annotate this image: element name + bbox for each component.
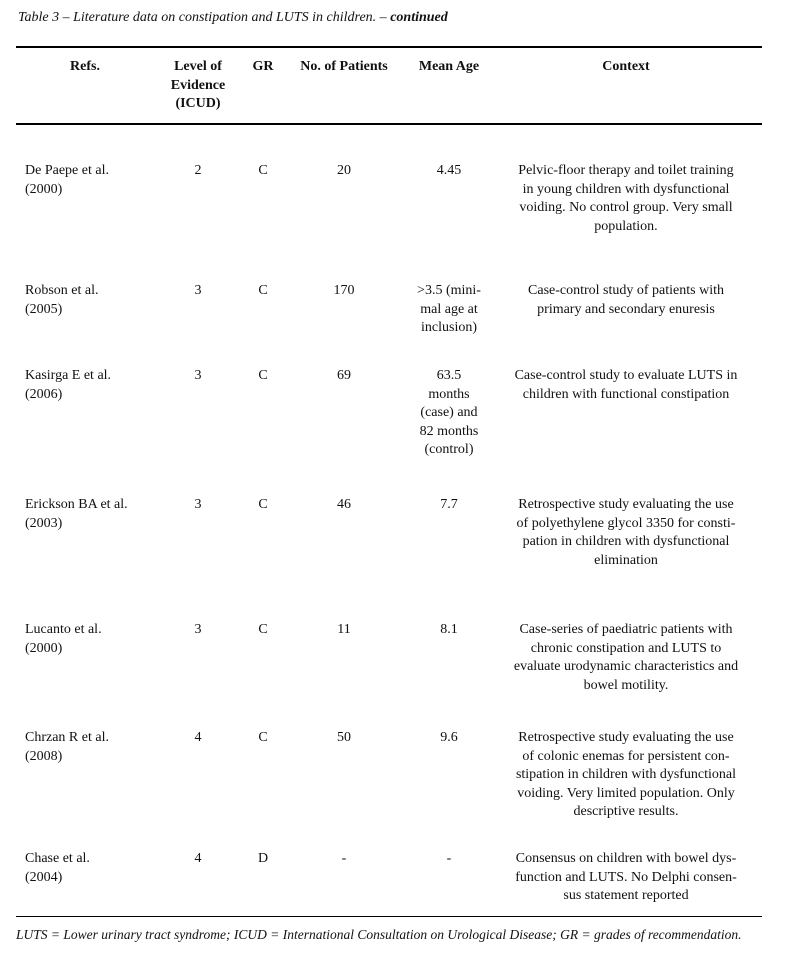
- cell-context: Retrospective study evaluating the use of polyethylene glycol 3350 for consti- pation in children with dysfunctional elimination: [516, 497, 736, 568]
- cell-gr: C: [258, 163, 268, 178]
- cell-context: Consensus on children with bowel dys- function and LUTS. No Delphi consen- sus statement reported: [515, 851, 737, 903]
- cell-refs: Chase et al. (2004): [25, 851, 90, 885]
- cell-level: 3: [194, 622, 202, 637]
- header-refs: Refs.: [70, 59, 100, 74]
- caption-continued: continued: [390, 10, 448, 25]
- cell-level: 3: [194, 368, 202, 383]
- cell-gr: D: [257, 851, 269, 866]
- cell-patients: 46: [337, 497, 351, 512]
- header-mean-age: Mean Age: [418, 59, 480, 74]
- cell-refs: Kasirga E et al. (2006): [25, 368, 112, 402]
- cell-refs: Lucanto et al. (2000): [25, 622, 102, 656]
- cell-gr: C: [258, 497, 268, 512]
- table-footnote: LUTS = Lower urinary tract syndrome; ICUD = International Consultation on Urological Disease; GR = grades of recommendation.: [16, 927, 742, 942]
- cell-mean-age: 4.45: [436, 163, 462, 178]
- cell-context: Retrospective study evaluating the use of colonic enemas for persistent con- stipation in children with dysfunctional voiding. Very limited population. Only descriptive results.: [515, 730, 737, 819]
- header-gr: GR: [252, 59, 274, 74]
- cell-refs: Robson et al. (2005): [25, 283, 99, 317]
- cell-mean-age: 8.1: [440, 622, 458, 637]
- cell-context: Case-control study of patients with primary and secondary enuresis: [528, 283, 724, 317]
- cell-mean-age: 9.6: [440, 730, 458, 745]
- cell-context: Case-control study to evaluate LUTS in children with functional constipation: [514, 368, 738, 402]
- cell-gr: C: [258, 368, 268, 383]
- cell-gr: C: [258, 622, 268, 637]
- cell-refs: Erickson BA et al. (2003): [25, 497, 128, 531]
- cell-mean-age: 63.5 months (case) and 82 months (control): [419, 368, 479, 457]
- table-caption: [18, 10, 448, 26]
- header-no-of-patients: No. of Patients: [300, 59, 388, 74]
- cell-gr: C: [258, 730, 268, 745]
- cell-mean-age: >3.5 (mini- mal age at inclusion): [417, 283, 481, 335]
- header-level-of-evidence: Level of Evidence (ICUD): [170, 59, 226, 111]
- table-top-rule: [16, 46, 762, 48]
- cell-context: Pelvic-floor therapy and toilet training in young children with dysfunctional voiding. No control group. Very small population.: [518, 163, 734, 234]
- cell-patients: -: [341, 851, 347, 866]
- cell-patients: 170: [333, 283, 355, 298]
- cell-level: 2: [194, 163, 202, 178]
- cell-refs: Chrzan R et al. (2008): [25, 730, 109, 764]
- header-context: Context: [602, 59, 650, 74]
- cell-gr: C: [258, 283, 268, 298]
- cell-context: Case-series of paediatric patients with chronic constipation and LUTS to evaluate urodynamic characteristics and bowel motility.: [513, 622, 739, 693]
- header-bottom-rule: [16, 123, 762, 125]
- cell-patients: 20: [337, 163, 351, 178]
- table-bottom-rule: [16, 916, 762, 917]
- cell-level: 4: [194, 851, 202, 866]
- cell-patients: 11: [337, 622, 351, 637]
- cell-patients: 50: [337, 730, 351, 745]
- cell-mean-age: 7.7: [440, 497, 458, 512]
- cell-level: 3: [194, 283, 202, 298]
- cell-level: 3: [194, 497, 202, 512]
- caption-text: Table 3 – Literature data on constipation and LUTS in children. –: [18, 10, 391, 25]
- cell-level: 4: [194, 730, 202, 745]
- cell-mean-age: -: [446, 851, 452, 866]
- cell-patients: 69: [337, 368, 351, 383]
- cell-refs: De Paepe et al. (2000): [25, 163, 109, 197]
